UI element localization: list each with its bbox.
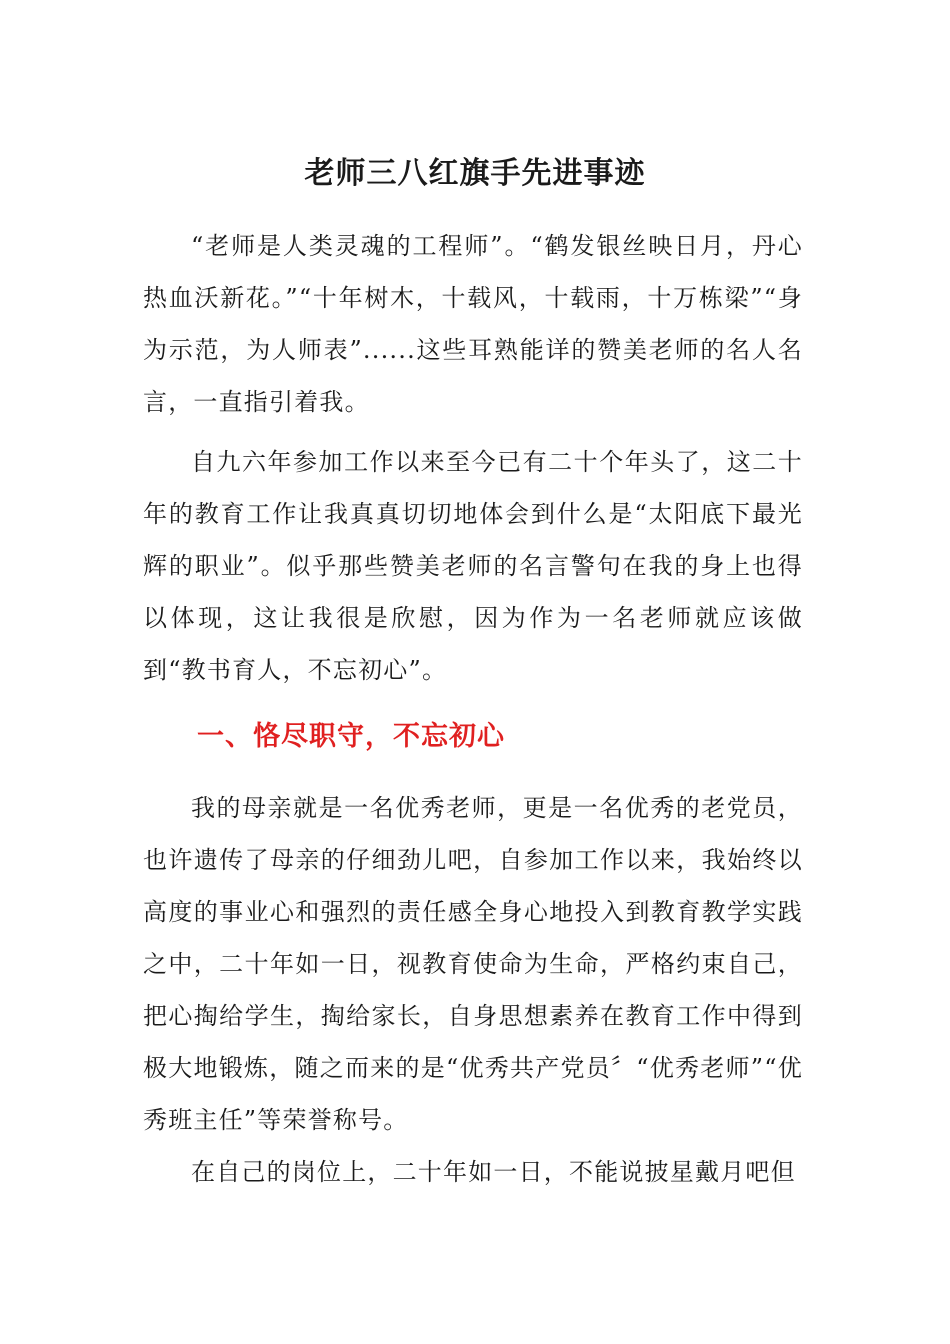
section-paragraph-continued: 在自己的岗位上，二十年如一日，不能说披星戴月吧但	[191, 1158, 796, 1186]
career-paragraph: 自九六年参加工作以来至今已有二十个年头了，这二十年的教育工作让我真真切切地体会到什么是“太阳底下最光辉的职业”。似乎那些赞美老师的名言警句在我的身上也得以体现，这让我很是欣慰，因为作为一名老师就应该做到“教书育人，不忘初心”。	[143, 448, 803, 684]
section-paragraph: 我的母亲就是一名优秀老师，更是一名优秀的老党员，也许遗传了母亲的仔细劲儿吧，自参加工作以来，我始终以高度的事业心和强烈的责任感全身心地投入到教育教学实践之中，二十年如一日，视教育使命为生命，严格约束自己，把心掏给学生，掏给家长，自身思想素养在教育工作中得到极大地锻炼，随之而来的是“优秀共产党员〞“优秀老师”“优秀班主任”等荣誉称号。	[143, 794, 803, 1134]
document-title: 老师三八红旗手先进事迹	[304, 156, 646, 192]
intro-paragraph: “老师是人类灵魂的工程师”。“鹤发银丝映日月，丹心热血沃新花。”“十年树木，十载风，十载雨，十万栋梁”“身为示范，为人师表”......这些耳熟能详的赞美老师的名人名言，一直指引着我。	[143, 232, 803, 416]
section-heading: 一、恪尽职守，不忘初心	[197, 721, 505, 752]
